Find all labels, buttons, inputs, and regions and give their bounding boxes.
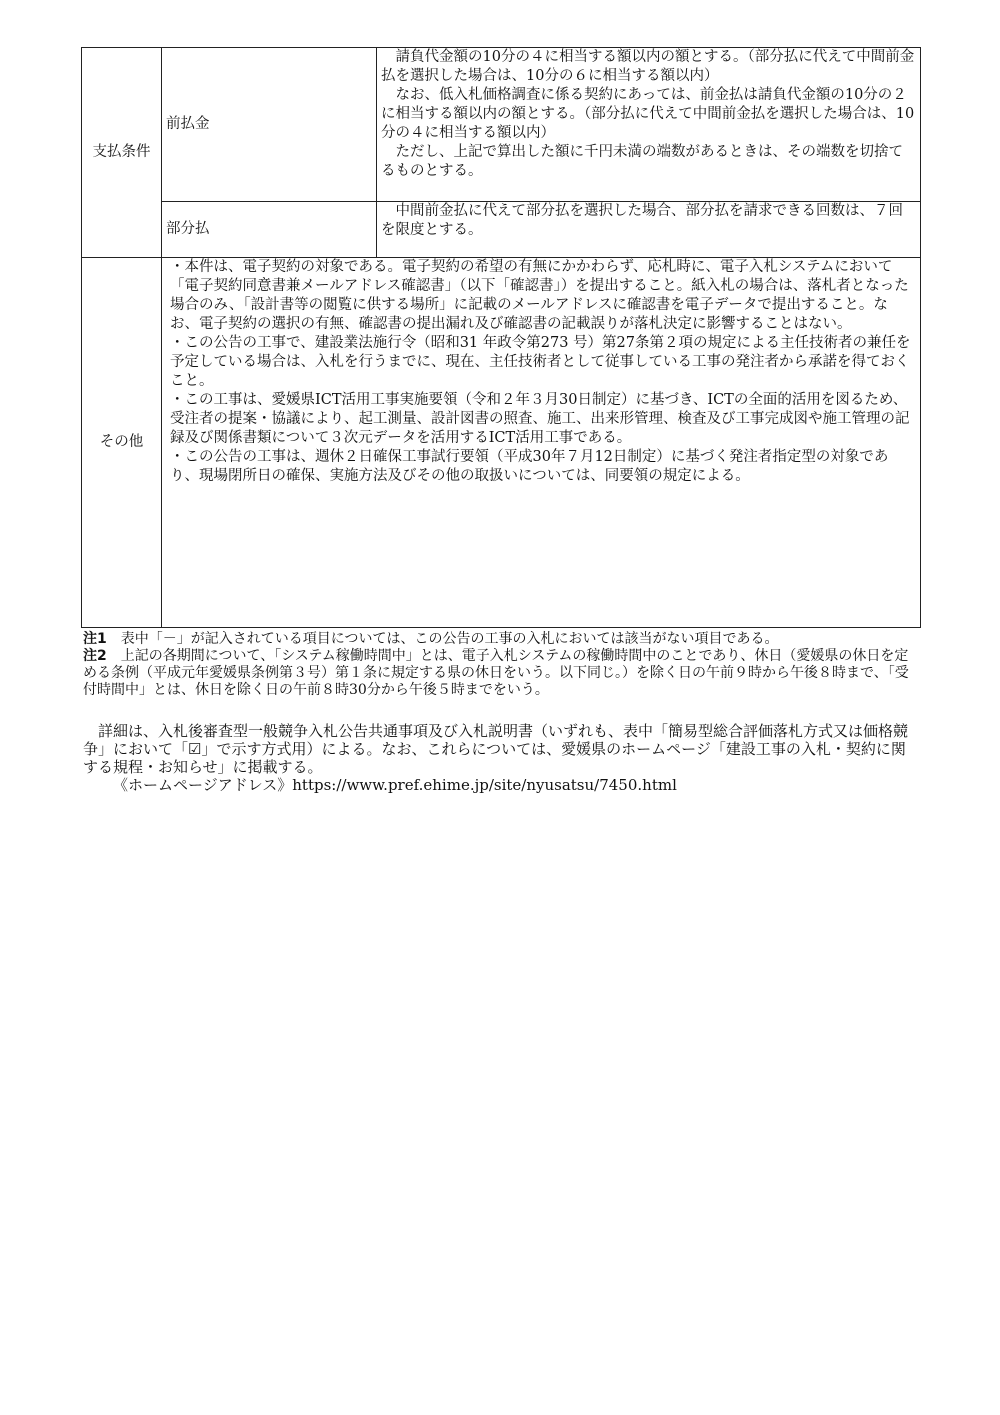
other-paragraph-2: ・この公告の工事で、建設業法施行令（昭和31 年政令第273 号）第27条第２項の規定による主任技術者の兼任を予定している場合は、入札を行うまでに、現在、主任技術者として従事している工事の発注者から承諾を得ておくこと。 [170, 335, 911, 389]
conditions-table [81, 47, 921, 628]
table-row-advance [82, 48, 921, 202]
advance-payment-label: 前払金 [162, 48, 377, 202]
partial-payment-label: 部分払 [162, 202, 377, 258]
table-row-other [82, 258, 921, 628]
homepage-address-line [83, 776, 913, 794]
other-paragraph-1: ・本件は、電子契約の対象である。電子契約の希望の有無にかかわらず、応札時に、電子入札システムにおいて「電子契約同意書兼メールアドレス確認書」（以下「確認書」）を提出すること。紙入札の場合は、落札者となった場合のみ、「設計書等の閲覧に供する場所」に記載のメールアドレスに確認書を電子データで提出すること。なお、電子契約の選択の有無、確認書の提出漏れ及び確認書の記載誤りが落札決定に影響することはない。 [170, 259, 909, 332]
table-row-partial [82, 202, 921, 258]
partial-payment-content [377, 202, 921, 258]
advance-line-2: なお、低入札価格調査に係る契約にあっては、前金払は請負代金額の10分の２に相当する額以内の額とする。（部分払に代えて中間前金払を選択した場合は、10分の４に相当する額以内） [381, 87, 915, 141]
detail-text: 詳細は、入札後審査型一般競争入札公告共通事項及び入札説明書（いずれも、表中「簡易型総合評価落札方式又は価格競争」において「☑」で示す方式用）による。なお、これらについては、愛媛県のホームページ「建設工事の入札・契約に関する規程・お知らせ」に掲載する。 [83, 722, 909, 776]
note-1-text: 表中「－」が記入されている項目については、この公告の工事の入札においては該当がない項目である。 [106, 631, 779, 647]
note-1-label: 注1 [83, 631, 107, 647]
homepage-url[interactable]: https://www.pref.ehime.jp/site/nyusatsu/7450.html [292, 776, 677, 794]
partial-payment-text: 中間前金払に代えて部分払を選択した場合、部分払を請求できる回数は、７回を限度とする。 [381, 203, 903, 238]
other-content [162, 258, 921, 628]
payment-conditions-label: 支払条件 [82, 48, 162, 258]
other-label: その他 [82, 258, 162, 628]
notes-section [83, 631, 913, 699]
other-paragraph-3: ・この工事は、愛媛県ICT活用工事実施要領（令和２年３月30日制定）に基づき、ICTの全面的活用を図るため、受注者の提案・協議により、起工測量、設計図書の照査、施工、出来形管理、検査及び工事完成図や施工管理の記録及び関係書類について３次元データを活用するICT活用工事である。 [170, 392, 910, 446]
advance-line-3: ただし、上記で算出した額に千円未満の端数があるときは、その端数を切捨てるものとする。 [381, 144, 903, 179]
advance-line-1: 請負代金額の10分の４に相当する額以内の額とする。（部分払に代えて中間前金払を選択した場合は、10分の６に相当する額以内） [381, 49, 915, 84]
note-1 [83, 631, 913, 648]
note-2-label: 注2 [83, 648, 107, 664]
note-2 [83, 648, 913, 699]
detail-section [83, 722, 913, 794]
note-2-text: 上記の各期間について、「システム稼働時間中」とは、電子入札システムの稼働時間中のことであり、休日（愛媛県の休日を定める条例（平成元年愛媛県条例第３号）第１条に規定する県の休日をいう。以下同じ。）を除く日の午前９時から午後８時まで、「受付時間中」とは、休日を除く日の午前８時30分から午後５時までをいう。 [83, 648, 909, 698]
homepage-address-label: 《ホームページアドレス》 [113, 776, 293, 794]
other-paragraph-4: ・この公告の工事は、週休２日確保工事試行要領（平成30年７月12日制定）に基づく発注者指定型の対象であり、現場閉所日の確保、実施方法及びその他の取扱いについては、同要領の規定による。 [170, 449, 889, 484]
advance-payment-content [377, 48, 921, 202]
